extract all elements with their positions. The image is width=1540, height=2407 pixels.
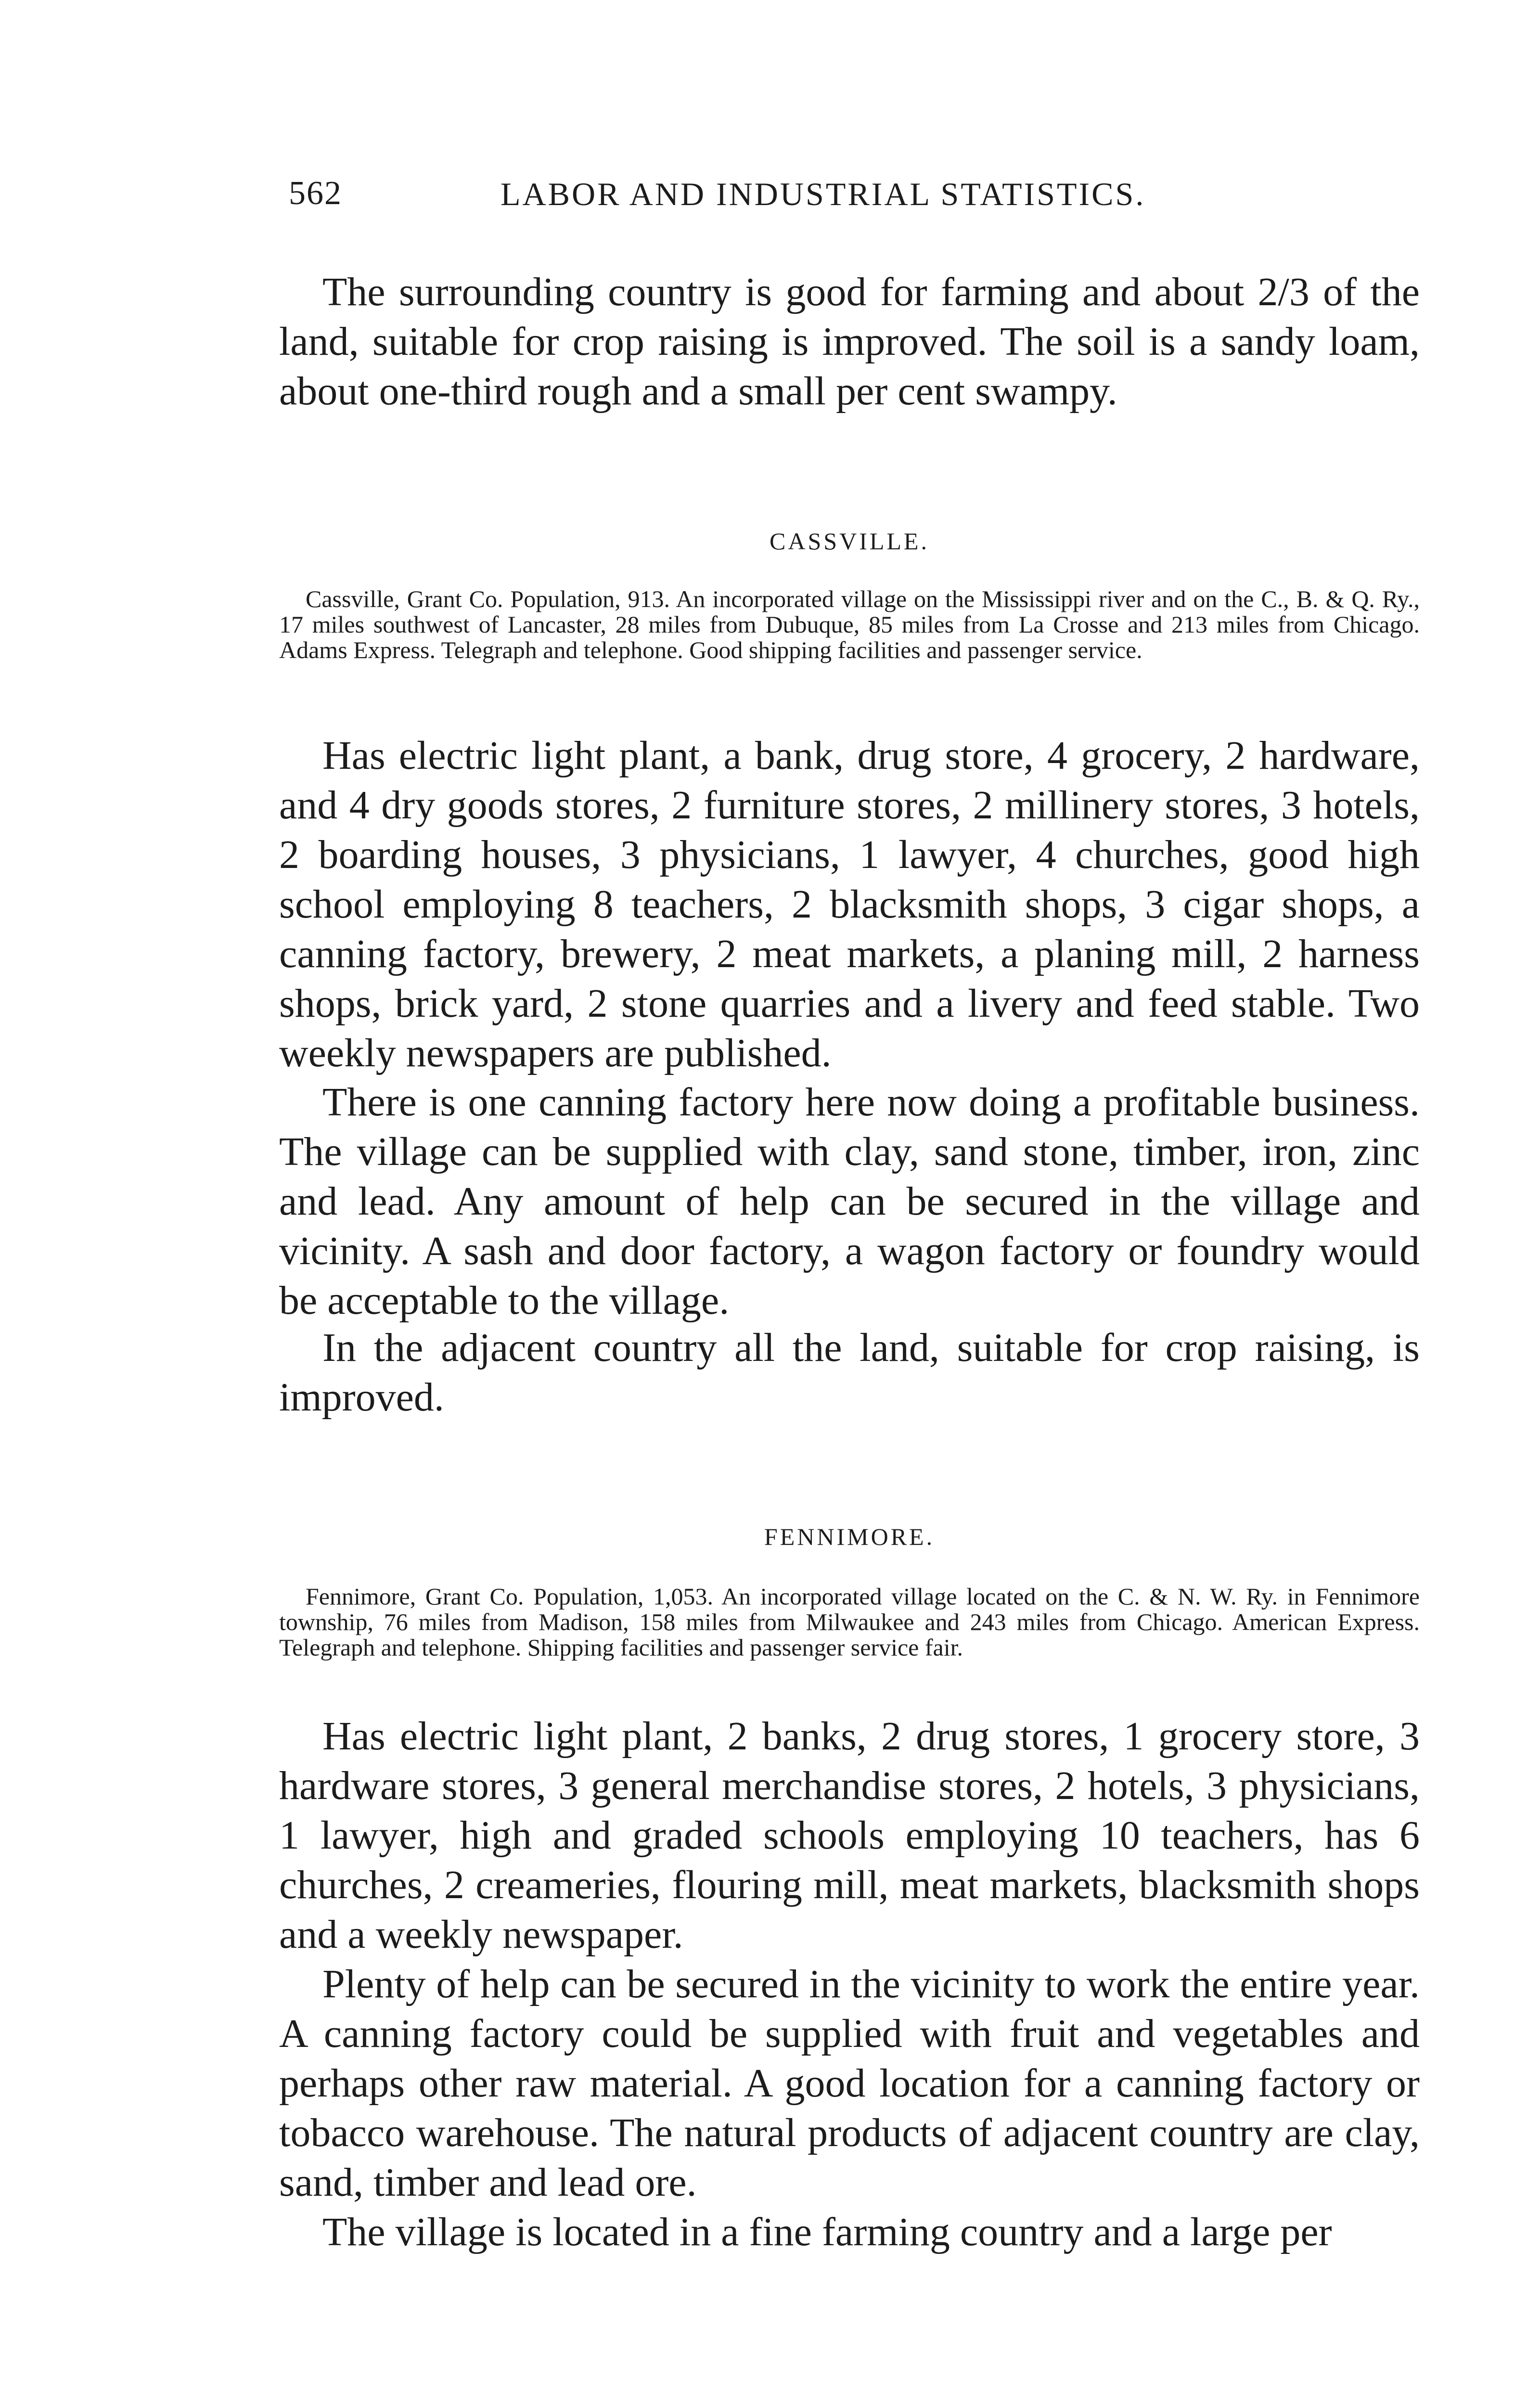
section-title-cassville: CASSVILLE. (770, 528, 929, 555)
running-head: LABOR AND INDUSTRIAL STATISTICS. (500, 176, 1146, 212)
intro-paragraph: The surrounding country is good for farming and about 2/3 of the land, suitable for crop raising is improved. The soil is a sandy loam, about one-third rough and a small per cent swampy. (279, 270, 1420, 414)
page-header (289, 174, 1444, 218)
cassville-paragraph-1: Has electric light plant, a bank, drug store, 4 grocery, 2 hardware, and 4 dry goods stores, 2 furniture stores, 2 millinery stores, 3 hotels, 2 boarding houses, 3 physicians, 1 lawyer, 4 churches, good high school employing 8 teachers, 2 blacksmith shops, 3 cigar shops, a canning factory, brewery, 2 meat markets, a planing mill, 2 harness shops, brick yard, 2 stone quarries and a livery and feed stable. Two weekly newspapers are published. (279, 733, 1420, 1075)
fennimore-paragraph-2: Plenty of help can be secured in the vicinity to work the entire year. A canning factory could be supplied with fruit and vegetables and perhaps other raw material. A good location for a canning factory or tobacco warehouse. The natural products of adjacent country are clay, sand, timber and lead ore. (279, 1962, 1420, 2205)
cassville-paragraph-2: There is one canning factory here now doing a profitable business. The village can be supplied with clay, sand stone, timber, iron, zinc and lead. Any amount of help can be secured in the village and vicinity. A sash and door factory, a wagon factory or foundry would be acceptable to the village. (279, 1080, 1420, 1323)
fennimore-summary: Fennimore, Grant Co. Population, 1,053. An incorporated village located on the C. & N. W. Ry. in Fennimore township, 76 miles from Madison, 158 miles from Milwaukee and 243 miles from Chicago. American Express. Telegraph and telephone. Shipping facilities and passenger service fair. (279, 1583, 1420, 1661)
page-number: 562 (289, 175, 342, 212)
fennimore-paragraph-1: Has electric light plant, 2 banks, 2 drug stores, 1 grocery store, 3 hardware stores, 3 general merchandise stores, 2 hotels, 3 physicians, 1 lawyer, high and graded schools employing 10 teachers, has 6 churches, 2 creameries, flouring mill, meat markets, blacksmith shops and a weekly newspaper. (279, 1714, 1420, 1957)
fennimore-paragraph-3: The village is located in a fine farming country and a large per (322, 2210, 1332, 2254)
cassville-summary: Cassville, Grant Co. Population, 913. An incorporated village on the Mississippi river and on the C., B. & Q. Ry., 17 miles southwest of Lancaster, 28 miles from Dubuque, 85 miles from La Crosse and 213 miles from Chicago. Adams Express. Telegraph and telephone. Good shipping facilities and passenger service. (279, 585, 1420, 663)
cassville-paragraph-3: In the adjacent country all the land, suitable for crop raising, is improved. (279, 1325, 1420, 1420)
section-title-fennimore: FENNIMORE. (764, 1523, 935, 1550)
